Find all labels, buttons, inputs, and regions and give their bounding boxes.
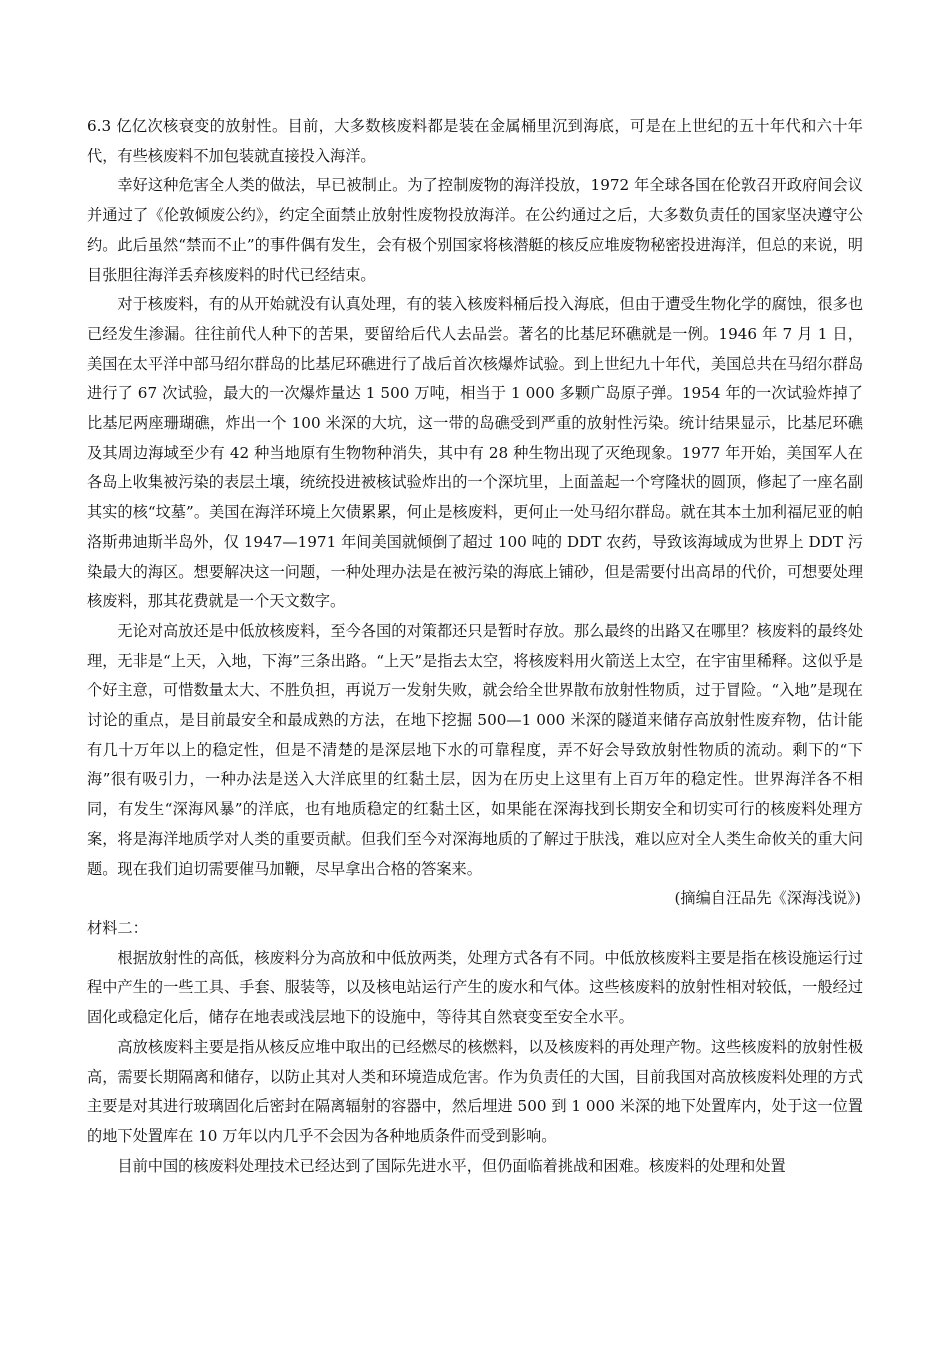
source-citation: (摘编自汪品先《深海浅说》): [674, 889, 861, 908]
paragraph: 目前中国的核废料处理技术已经达到了国际先进水平，但仍面临着挑战和困难。核废料的处理和处置: [117, 1156, 786, 1175]
paragraph-continued: 6.3 亿亿次核衰变的放射性。目前，大多数核废料都是装在金属桶里沉到海底，可是在上世纪的五十年代和六十年代，有些核废料不加包装就直接投入海洋。: [87, 117, 863, 165]
paragraph: 根据放射性的高低，核废料分为高放和中低放两类，处理方式各有不同。中低放核废料主要是指在核设施运行过程中产生的一些工具、手套、服装等，以及核电站运行产生的废水和气体。这些核废料的放射性相对较低，一般经过固化或稳定化后，储存在地表或浅层地下的设施中，等待其自然衰变至安全水平。: [87, 948, 863, 1027]
document-page: [87, 112, 863, 1181]
paragraph: 幸好这种危害全人类的做法，早已被制止。为了控制废物的海洋投放，1972 年全球各国在伦敦召开政府间会议并通过了《伦敦倾废公约》，约定全面禁止放射性废物投放海洋。在公约通过之后，大多数负责任的国家坚决遵守公约。此后虽然“禁而不止”的事件偶有发生，会有极个别国家将核潜艇的核反应堆废物秘密投进海洋，但总的来说，明目张胆往海洋丢弃核废料的时代已经结束。: [87, 176, 863, 284]
paragraph: 高放核废料主要是指从核反应堆中取出的已经燃尽的核燃料，以及核废料的再处理产物。这些核废料的放射性极高，需要长期隔离和储存，以防止其对人类和环境造成危害。作为负责任的大国，目前我国对高放核废料处理的方式主要是对其进行玻璃固化后密封在隔离辐射的容器中，然后埋进 500 到 1 000 米深的地下处置库内，处于这一位置的地下处置库在 10 万年以内几乎不会因为各种地质条件而受到影响。: [87, 1037, 863, 1145]
paragraph: 无论对高放还是中低放核废料，至今各国的对策都还只是暂时存放。那么最终的出路又在哪里？核废料的最终处理，无非是“上天，入地，下海”三条出路。“上天”是指去太空，将核废料用火箭送上太空，在宇宙里稀释。这似乎是个好主意，可惜数量太大、不胜负担，再说万一发射失败，就会给全世界散布放射性物质，过于冒险。“入地”是现在讨论的重点，是目前最安全和最成熟的方法，在地下挖掘 500—1 000 米深的隧道来储存高放射性废弃物，估计能有几十万年以上的稳定性，但是不清楚的是深层地下水的可靠程度，弄不好会导致放射性物质的流动。剩下的“下海”很有吸引力，一种办法是送入大洋底里的红黏土层，因为在历史上这里有上百万年的稳定性。世界海洋各不相同，有发生“深海风暴”的洋底，也有地质稳定的红黏土区，如果能在深海找到长期安全和切实可行的核废料处理方案，将是海洋地质学对人类的重要贡献。但我们至今对深海地质的了解过于肤浅，难以应对全人类生命攸关的重大问题。现在我们迫切需要催马加鞭，尽早拿出合格的答案来。: [87, 621, 863, 878]
paragraph: 对于核废料，有的从开始就没有认真处理，有的装入核废料桶后投入海底，但由于遭受生物化学的腐蚀，很多也已经发生渗漏。往往前代人种下的苦果，要留给后代人去品尝。著名的比基尼环礁就是一例。1946 年 7 月 1 日，美国在太平洋中部马绍尔群岛的比基尼环礁进行了战后首次核爆炸试验。到上世纪九十年代，美国总共在马绍尔群岛进行了 67 次试验，最大的一次爆炸量达 1 500 万吨，相当于 1 000 多颗广岛原子弹。1954 年的一次试验炸掉了比基尼两座珊瑚礁，炸出一个 100 米深的大坑，这一带的岛礁受到严重的放射性污染。统计结果显示，比基尼环礁及其周边海域至少有 42 种当地原有生物物种消失，其中有 28 种生物出现了灭绝现象。1977 年开始，美国军人在各岛上收集被污染的表层土壤，统统投进被核试验炸出的一个深坑里，上面盖起一个穹隆状的圆顶，修起了一座名副其实的核“坟墓”。美国在海洋环境上欠债累累，何止是核废料，更何止一处马绍尔群岛。就在其本土加利福尼亚的帕洛斯弗迪斯半岛外，仅 1947—1971 年间美国就倾倒了超过 100 吨的 DDT 农药，导致该海域成为世界上 DDT 污染最大的海区。想要解决这一问题，一种处理办法是在被污染的海底上铺砂，但是需要付出高昂的代价，可想要处理核废料，那其花费就是一个天文数字。: [87, 295, 863, 611]
section-heading: 材料二：: [87, 918, 148, 937]
